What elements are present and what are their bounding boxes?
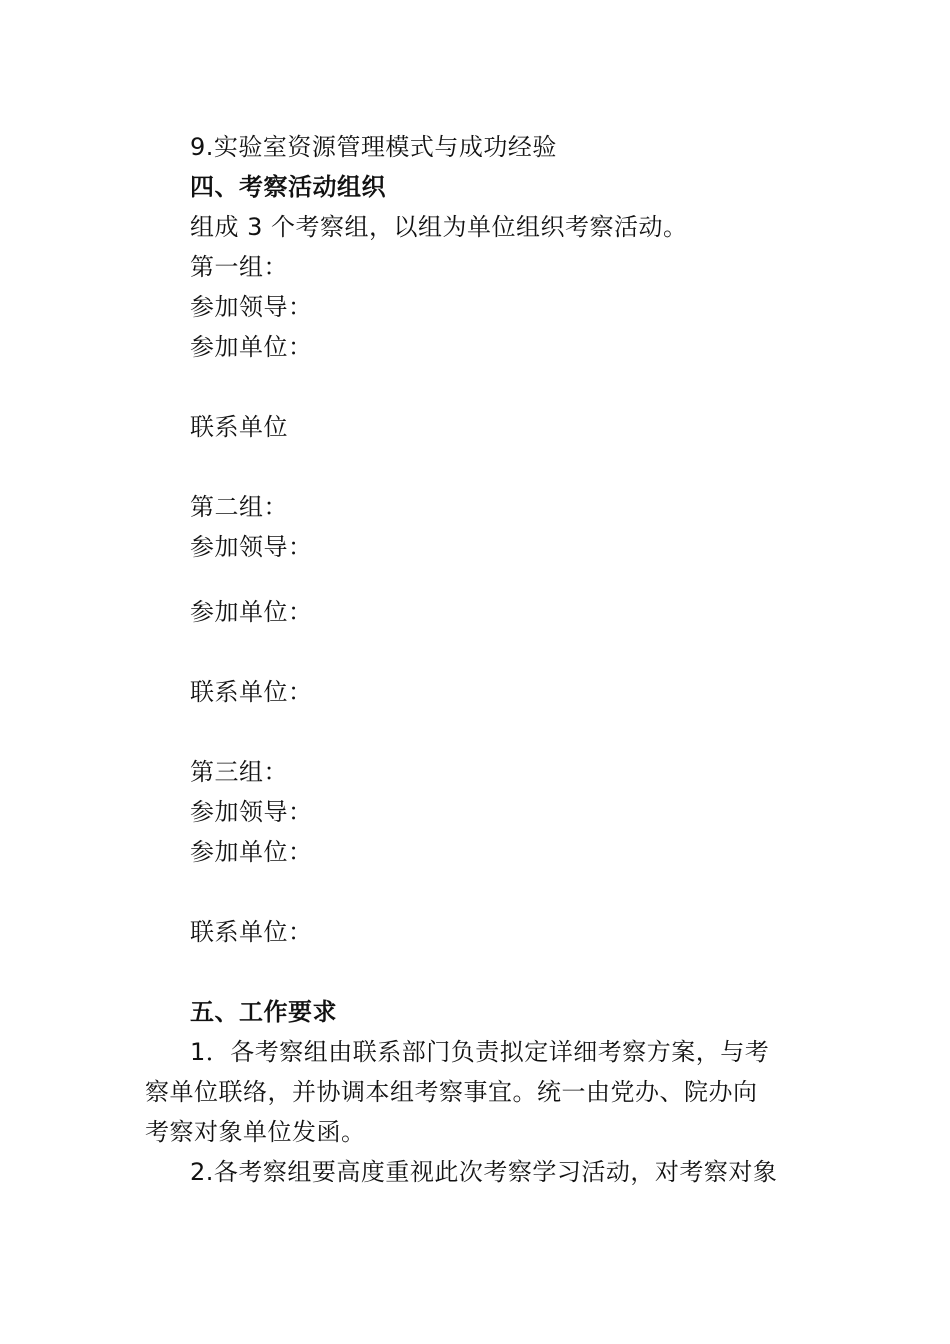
group-1-contact: 联系单位 <box>190 413 288 441</box>
list-item-9: 9.实验室资源管理模式与成功经验 <box>190 133 557 161</box>
requirement-1-line-1: 1．各考察组由联系部门负责拟定详细考察方案，与考 <box>190 1038 770 1066</box>
group-3-leaders: 参加领导： <box>190 798 313 826</box>
group-2-title: 第二组： <box>190 493 288 521</box>
group-3-title: 第三组： <box>190 758 288 786</box>
section-heading-4: 四、考察活动组织 <box>190 173 386 201</box>
group-1-units: 参加单位： <box>190 333 313 361</box>
requirement-2-line-1: 2.各考察组要高度重视此次考察学习活动，对考察对象 <box>190 1158 778 1186</box>
section-heading-5: 五、工作要求 <box>190 998 337 1026</box>
group-1-leaders: 参加领导： <box>190 293 313 321</box>
group-2-units: 参加单位： <box>190 598 313 626</box>
requirement-1-line-2: 察单位联络，并协调本组考察事宜。统一由党办、院办向 <box>145 1078 758 1106</box>
requirement-1-line-3: 考察对象单位发函。 <box>145 1118 366 1146</box>
group-3-units: 参加单位： <box>190 838 313 866</box>
group-2-contact: 联系单位： <box>190 678 313 706</box>
group-1-title: 第一组： <box>190 253 288 281</box>
group-3-contact: 联系单位： <box>190 918 313 946</box>
group-2-leaders: 参加领导： <box>190 533 313 561</box>
paragraph-groups: 组成 3 个考察组，以组为单位组织考察活动。 <box>190 213 688 241</box>
